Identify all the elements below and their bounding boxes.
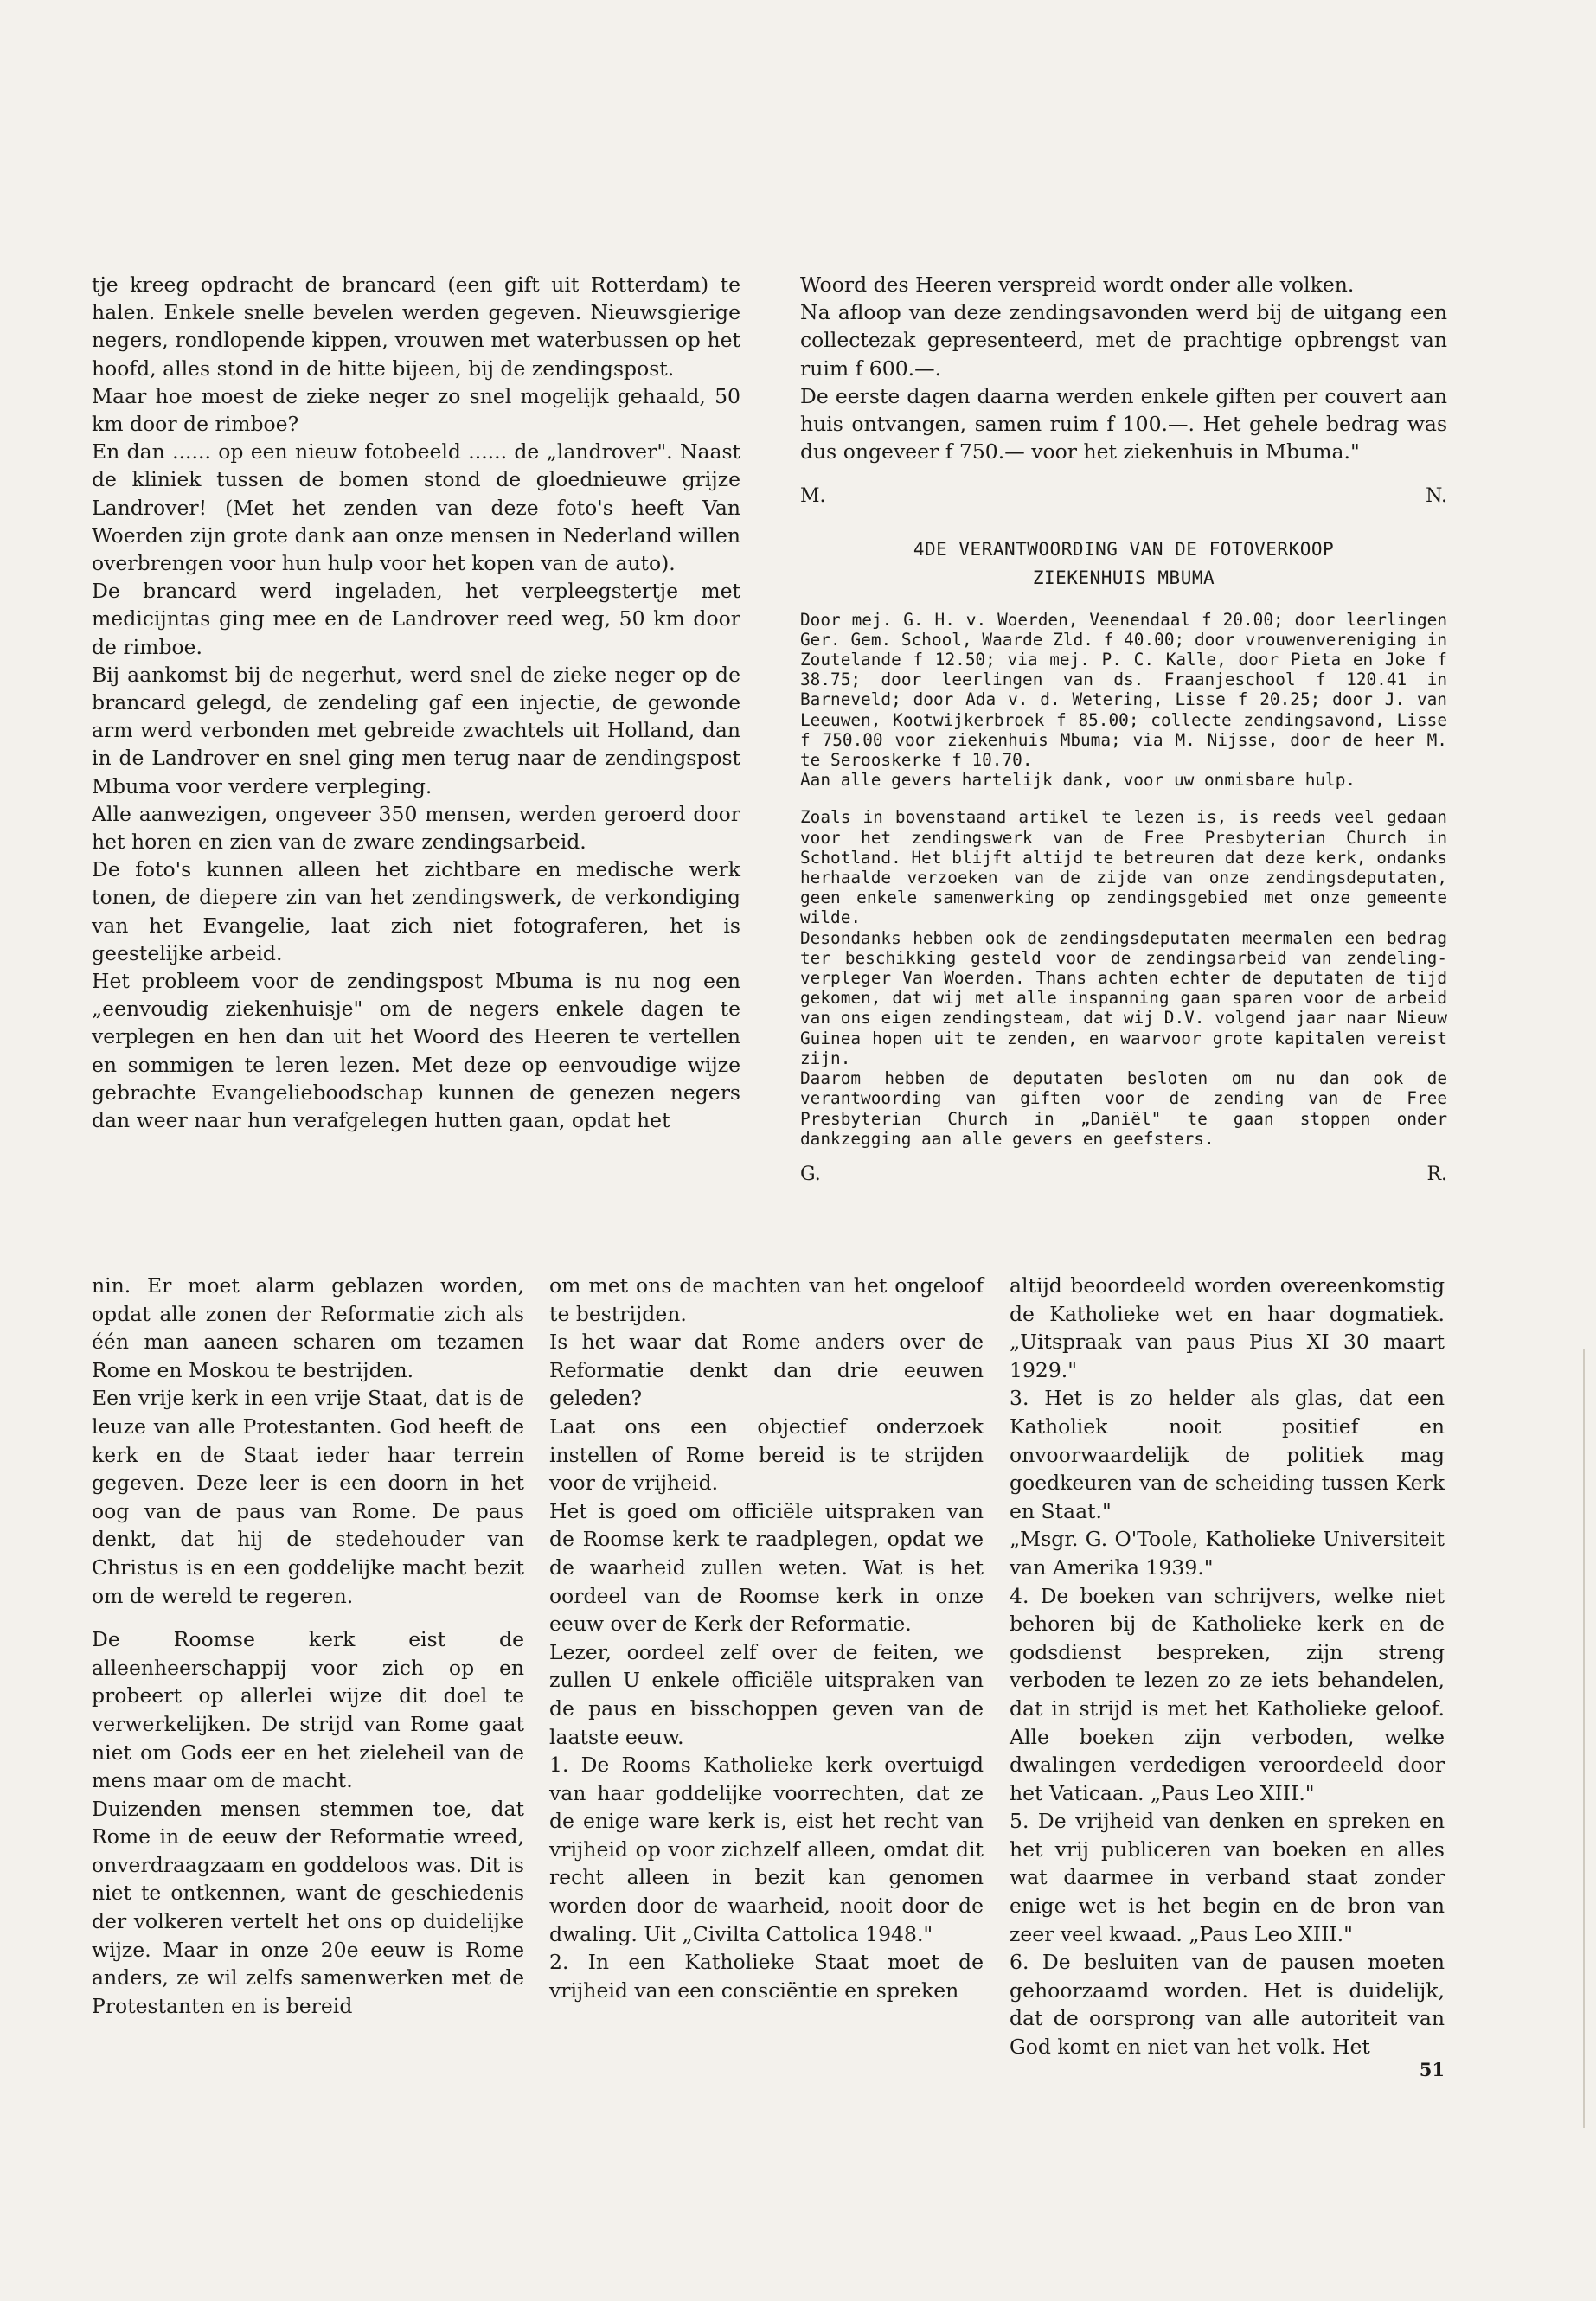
top-right-column (800, 271, 1447, 1189)
bottom-column-3 (1010, 1272, 1445, 2061)
paragraph: Maar hoe moest de zieke neger zo snel mogelijk gehaald, 50 km door de rimboe? (92, 383, 740, 437)
paragraph: Laat ons een objectief onderzoek instellen of Rome bereid is te strijden voor de vrijheid. (549, 1413, 984, 1496)
section-heading-line-2: ZIEKENHUIS MBUMA (1032, 567, 1215, 588)
paragraph: Lezer, oordeel zelf over de feiten, we zullen U enkele officiële uitspraken van de paus en bisschoppen geven van de laatste eeuw. (549, 1639, 984, 1749)
notice-paragraph: Daarom hebben de deputaten besloten om nu dan ook de verantwoording van giften voor de zending van de Free Presbyterian Church in „Daniël" te gaan stoppen onder dankzegging aan alle gevers en geefsters. (800, 1068, 1447, 1149)
signature (800, 483, 1447, 510)
donation-list (800, 610, 1447, 791)
donation-text: Door mej. G. H. v. Woerden, Veenendaal f 20.00; door leerlingen Ger. Gem. School, Waarde Zld. f 40.00; door vrouwenvereniging in Zoutelande f 12.50; via mej. P. C. Kalle, door Pieta en Joke f 38.75; door leerlingen van ds. Fraanjeschool f 120.41 in Barneveld; door Ada v. d. Wetering, Lisse f 20.25; door J. van Leeuwen, Kootwijkerbroek f 85.00; collecte zendingsavond, Lisse f 750.00 voor ziekenhuis Mbuma; via M. Nijsse, door de heer M. te Serooskerke f 10.70. (800, 609, 1447, 771)
signature-2 (800, 1161, 1447, 1189)
signature-initial-left: G. (800, 1163, 821, 1185)
signature-initial-left: M. (800, 485, 826, 508)
paragraph: Na afloop van deze zendingsavonden werd bij de uitgang een collectezak gepresenteerd, met de prachtige opbrengst van ruim f 600.—. (800, 300, 1447, 381)
paragraph: 5. De vrijheid van denken en spreken en het vrij publiceren van boeken en alles wat daarmee in verband staat zonder enige wet is het begin en de bron van zeer veel kwaad. „Paus Leo XIII." (1010, 1809, 1445, 1946)
bottom-column-2 (549, 1272, 984, 2004)
paragraph: Alle aanwezigen, ongeveer 350 mensen, werden geroerd door het horen en zien van de zware zendingsarbeid. (92, 801, 740, 855)
page-number: 51 (1419, 2059, 1445, 2080)
paragraph: De eerste dagen daarna werden enkele giften per couvert aan huis ontvangen, samen ruim f 100.—. Het gehele bedrag was dus ongeveer f 750.— voor het ziekenhuis in Mbuma." (800, 383, 1447, 465)
bottom-column-1 (92, 1272, 524, 2020)
signature-initial-right: R. (1426, 1163, 1447, 1185)
paragraph: De Roomse kerk eist de alleenheerschappij voor zich op en probeert op allerlei wijze dit doel te verwerkelijken. De strijd van Rome gaat niet om Gods eer en het zieleheil van de mens maar om de macht. (92, 1627, 524, 1793)
paragraph: 6. De besluiten van de pausen moeten gehoorzaamd worden. Het is duidelijk, dat de oorsprong van alle autoriteit van God komt en niet van het volk. Het (1010, 1950, 1445, 2060)
paragraph: om met ons de machten van het ongeloof te bestrijden. (549, 1273, 984, 1326)
paragraph: En dan ...... op een nieuw fotobeeld ...... de „landrover". Naast de kliniek tussen de bomen stond de gloednieuwe grijze Landrover! (Met het zenden van deze foto's heeft Van Woerden zijn grote dank aan onze mensen in Nederland willen overbrengen voor hun hulp voor het kopen van de auto). (92, 439, 740, 576)
thanks-text: Aan alle gevers hartelijk dank, voor uw onmisbare hulp. (800, 770, 1356, 791)
paragraph: altijd beoordeeld worden overeenkomstig de Katholieke wet en haar dogmatiek. „Uitspraak van paus Pius XI 30 maart 1929." (1010, 1273, 1445, 1382)
notice-block (800, 807, 1447, 1148)
paragraph: De brancard werd ingeladen, het verpleegstertje met medicijntas ging mee en de Landrover reed weg, 50 km door de rimboe. (92, 579, 740, 659)
paragraph: 2. In een Katholieke Staat moet de vrijheid van een consciëntie en spreken (549, 1950, 984, 2003)
paragraph: 4. De boeken van schrijvers, welke niet behoren bij de Katholieke kerk en de godsdienst bespreken, zijn streng verboden te lezen zo ze iets behandelen, dat in strijd is met het Katholieke geloof. Alle boeken zijn verboden, welke dwalingen verdedigen veroordeeld door het Vaticaan. „Paus Leo XIII." (1010, 1583, 1445, 1805)
paragraph: Een vrije kerk in een vrije Staat, dat is de leuze van alle Protestanten. God heeft de kerk en de Staat ieder haar terrein gegeven. Deze leer is een doorn in het oog van de paus van Rome. De paus denkt, dat hij de stedehouder van Christus is en een goddelijke macht bezit om de wereld te regeren. (92, 1386, 524, 1608)
section-heading (800, 535, 1447, 593)
paragraph: Is het waar dat Rome anders over de Reformatie denkt dan drie eeuwen geleden? (549, 1330, 984, 1411)
paragraph: De foto's kunnen alleen het zichtbare en medische werk tonen, de diepere zin van het zendingswerk, de verkondiging van het Evangelie, laat zich niet fotograferen, het is geestelijke arbeid. (92, 857, 740, 965)
paragraph: Woord des Heeren verspreid wordt onder alle volken. (800, 272, 1355, 297)
paragraph: tje kreeg opdracht de brancard (een gift uit Rotterdam) te halen. Enkele snelle bevelen werden gegeven. Nieuwsgierige negers, rondlopende kippen, vrouwen met waterbussen op het hoofd, alles stond in de hitte bijeen, bij de zendingspost. (92, 272, 740, 381)
paragraph: Het is goed om officiële uitspraken van de Roomse kerk te raadplegen, opdat we de waarheid zullen weten. Wat is het oordeel van de Roomse kerk in onze eeuw over de Kerk der Reformatie. (549, 1498, 984, 1637)
notice-paragraph: Zoals in bovenstaand artikel te lezen is, is reeds veel gedaan voor het zendingswerk van de Free Presbyterian Church in Schotland. Het blijft altijd te betreuren dat deze kerk, ondanks herhaalde verzoeken van de zijde van onze zendingsdeputaten, geen enkele samenwerking op zendingsgebied met onze gemeente wilde. (800, 807, 1447, 928)
paragraph: „Msgr. G. O'Toole, Katholieke Universiteit van Amerika 1939." (1010, 1527, 1445, 1580)
section-heading-line-1: 4DE VERANTWOORDING VAN DE FOTOVERKOOP (913, 538, 1335, 560)
paragraph: 1. De Rooms Katholieke kerk overtuigd van haar goddelijke voorrechten, dat ze de enige ware kerk is, eist het recht van vrijheid op voor zichzelf alleen, omdat dit recht alleen in bezit kan genomen worden door de waarheid, nooit door de dwaling. Uit „Civilta Cattolica 1948." (549, 1753, 984, 1946)
top-left-column (92, 271, 740, 1134)
notice-paragraph: Desondanks hebben ook de zendingsdeputaten meermalen een bedrag ter beschikking gesteld voor de zendingsarbeid van zendeling-verpleger Van Woerden. Thans achten echter de deputaten de tijd gekomen, dat wij met alle inspanning gaan sparen voor de arbeid van ons eigen zendingsteam, dat wij D.V. volgend jaar naar Nieuw Guinea hopen uit te zenden, en waarvoor grote kapitalen vereist zijn. (800, 927, 1447, 1068)
paragraph: 3. Het is zo helder als glas, dat een Katholiek nooit positief en onvoorwaardelijk de politiek mag goedkeuren van de scheiding tussen Kerk en Staat." (1010, 1386, 1445, 1523)
paragraph: Bij aankomst bij de negerhut, werd snel de zieke neger op de brancard gelegd, de zendeling gaf een injectie, de gewonde arm werd verbonden met gebreide zwachtels uit Holland, dan in de Landrover en snel ging men terug naar de zendingspost Mbuma voor verdere verpleging. (92, 662, 740, 798)
page-edge-shadow (1583, 1349, 1585, 2128)
paragraph: nin. Er moet alarm geblazen worden, opdat alle zonen der Reformatie zich als één man aaneen scharen om tezamen Rome en Moskou te bestrijden. (92, 1273, 524, 1382)
paragraph: Het probleem voor de zendingspost Mbuma is nu nog een „eenvoudig ziekenhuisje" om de negers enkele dagen te verplegen en hen dan uit het Woord des Heeren te vertellen en sommigen te leren lezen. Met deze op eenvoudige wijze gebrachte Evangelieboodschap kunnen de genezen negers dan weer naar hun verafgelegen hutten gaan, opdat het (92, 969, 740, 1133)
paragraph: Duizenden mensen stemmen toe, dat Rome in de eeuw der Reformatie wreed, onverdraagzaam en goddeloos was. Dit is niet te ontkennen, want de geschiedenis der volkeren vertelt het ons op duidelijke wijze. Maar in onze 20e eeuw is Rome anders, ze wil zelfs samenwerken met de Protestanten en is bereid (92, 1796, 524, 2018)
signature-initial-right: N. (1426, 485, 1447, 508)
